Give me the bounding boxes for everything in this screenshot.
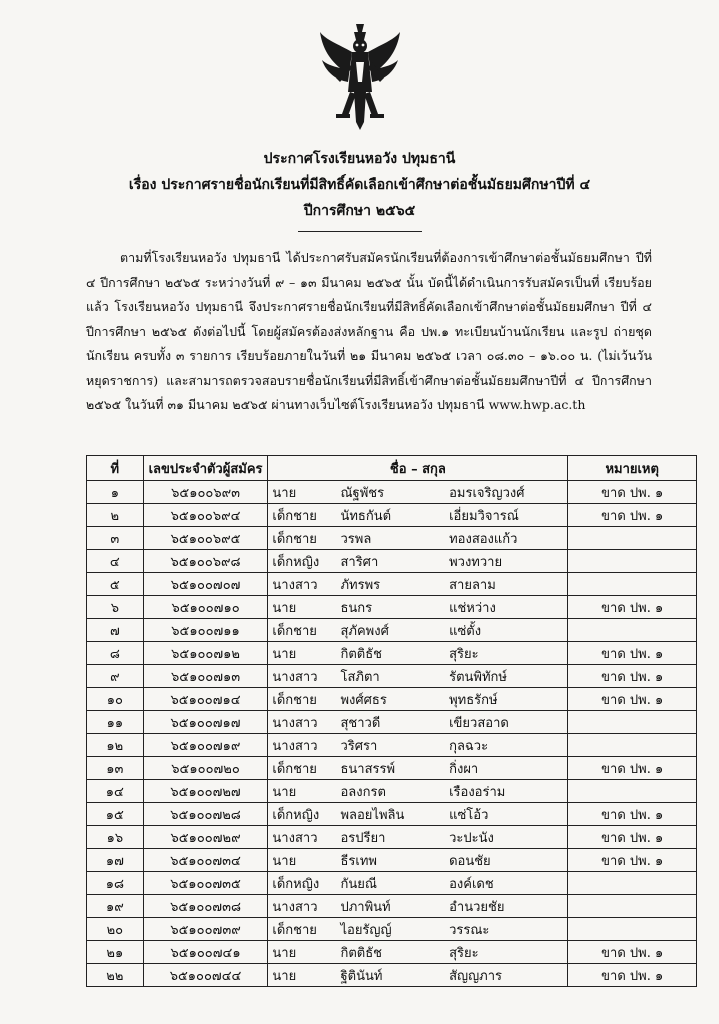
name-prefix: เด็กชาย [268,757,337,780]
last-name: อำนวยชัย [445,895,568,918]
applicant-id: ๖๕๑๐๐๗๑๙ [143,734,268,757]
table-header-row [87,456,697,481]
table-row [87,573,697,596]
table-row [87,527,697,550]
first-name: ธีรเทพ [336,849,445,872]
body-line: (ไม่เว้นวันหยุดราชการ) และสามารถตรวจสอบรายชื่อนักเรียนที่มีสิทธิ์เข้าศึกษาต่อชั้นมัธยมศึกษาปีที่ ๔ [86,348,652,388]
applicant-id: ๖๕๑๐๐๗๑๔ [143,688,268,711]
note [568,780,697,803]
applicant-id: ๖๕๑๐๐๖๙๔ [143,504,268,527]
note: ขาด ปพ. ๑ [568,596,697,619]
note [568,872,697,895]
note: ขาด ปพ. ๑ [568,849,697,872]
row-number: ๙ [87,665,144,688]
table-row [87,688,697,711]
note [568,550,697,573]
applicant-id: ๖๕๑๐๐๗๒๘ [143,803,268,826]
table-row [87,872,697,895]
note [568,573,697,596]
last-name: เรืองอร่าม [445,780,568,803]
row-number: ๘ [87,642,144,665]
academic-year: ปีการศึกษา ๒๕๖๕ [303,203,416,219]
announcement-body [86,246,652,418]
table-row [87,803,697,826]
first-name: อรปรียา [336,826,445,849]
note: ขาด ปพ. ๑ [568,803,697,826]
applicant-id: ๖๕๑๐๐๗๓๘ [143,895,268,918]
first-name: อลงกรต [336,780,445,803]
note: ขาด ปพ. ๑ [568,665,697,688]
first-name: ไอยรัญญ์ [336,918,445,941]
note: ขาด ปพ. ๑ [568,642,697,665]
last-name: กุลฉวะ [445,734,568,757]
body-line: ตามที่โรงเรียนหอวัง ปทุมธานี ได้ประกาศรับสมัครนักเรียนที่ต้องการเข้าศึกษาต่อชั้นมัธยมศึกษา [120,250,630,265]
first-name: สาริศา [336,550,445,573]
name-prefix: เด็กหญิง [268,872,337,895]
applicant-id: ๖๕๑๐๐๗๐๗ [143,573,268,596]
first-name: ภัทรพร [336,573,445,596]
table-row [87,918,697,941]
last-name: พวงทวาย [445,550,568,573]
note [568,734,697,757]
note: ขาด ปพ. ๑ [568,757,697,780]
first-name: ธนาสรรพ์ [336,757,445,780]
row-number: ๒๐ [87,918,144,941]
applicant-id: ๖๕๑๐๐๗๑๐ [143,596,268,619]
last-name: สุริยะ [445,941,568,964]
header-no: ที่ [87,456,144,481]
last-name: สุริยะ [445,642,568,665]
row-number: ๒ [87,504,144,527]
first-name: วรพล [336,527,445,550]
garuda-emblem-icon [318,22,402,132]
last-name: รัตนพิทักษ์ [445,665,568,688]
row-number: ๑๕ [87,803,144,826]
last-name: ดอนชัย [445,849,568,872]
first-name: วริศรา [336,734,445,757]
last-name: แช่หว่าง [445,596,568,619]
last-name: สายลาม [445,573,568,596]
note [568,527,697,550]
table-row [87,550,697,573]
body-line: เรียบร้อยแล้ว โรงเรียนหอวัง ปทุมธานี จึงประกาศรายชื่อนักเรียนที่มีสิทธิ์คัดเลือกเข้าศึกษาต่อชั้นมัธยมศึกษา [86,274,652,314]
first-name: ฐิตินันท์ [336,964,445,987]
name-prefix: นาย [268,941,337,964]
name-prefix: เด็กชาย [268,688,337,711]
table-row [87,642,697,665]
row-number: ๑๒ [87,734,144,757]
name-prefix: นาย [268,596,337,619]
first-name: ปภาพินท์ [336,895,445,918]
applicant-id: ๖๕๑๐๐๗๓๔ [143,849,268,872]
row-number: ๒๑ [87,941,144,964]
table-row [87,481,697,504]
header-note: หมายเหตุ [568,456,697,481]
last-name: สัญญภาร [445,964,568,987]
row-number: ๑๖ [87,826,144,849]
table-row [87,619,697,642]
name-prefix: นางสาว [268,573,337,596]
row-number: ๑๓ [87,757,144,780]
note [568,619,697,642]
name-prefix: นาย [268,964,337,987]
first-name: พลอยไพลิน [336,803,445,826]
student-list-table [86,455,697,987]
note: ขาด ปพ. ๑ [568,941,697,964]
table-row [87,734,697,757]
announcement-title: ประกาศโรงเรียนหอวัง ปทุมธานี [263,151,456,167]
applicant-id: ๖๕๑๐๐๖๙๘ [143,550,268,573]
applicant-id: ๖๕๑๐๐๖๙๓ [143,481,268,504]
row-number: ๗ [87,619,144,642]
table-row [87,780,697,803]
table-row [87,596,697,619]
name-prefix: นางสาว [268,826,337,849]
applicant-id: ๖๕๑๐๐๗๔๔ [143,964,268,987]
row-number: ๒๒ [87,964,144,987]
row-number: ๔ [87,550,144,573]
last-name: เอี่ยมวิจารณ์ [445,504,568,527]
row-number: ๖ [87,596,144,619]
note: ขาด ปพ. ๑ [568,826,697,849]
first-name: โสภิตา [336,665,445,688]
header-name: ชื่อ – สกุล [268,456,568,481]
table-row [87,665,697,688]
table-row [87,757,697,780]
first-name: สุชาวดี [336,711,445,734]
last-name: แซ่ตั้ง [445,619,568,642]
name-prefix: นาย [268,642,337,665]
row-number: ๕ [87,573,144,596]
last-name: กิ่งผา [445,757,568,780]
note: ขาด ปพ. ๑ [568,481,697,504]
name-prefix: เด็กหญิง [268,803,337,826]
table-row [87,964,697,987]
note: ขาด ปพ. ๑ [568,688,697,711]
table-row [87,849,697,872]
title-divider [298,231,422,232]
table-row [87,895,697,918]
first-name: นัทธกันต์ [336,504,445,527]
row-number: ๑๘ [87,872,144,895]
row-number: ๑๐ [87,688,144,711]
applicant-id: ๖๕๑๐๐๗๓๕ [143,872,268,895]
row-number: ๑๑ [87,711,144,734]
applicant-id: ๖๕๑๐๐๗๔๑ [143,941,268,964]
name-prefix: เด็กชาย [268,504,337,527]
applicant-id: ๖๕๑๐๐๗๒๗ [143,780,268,803]
table-row [87,504,697,527]
applicant-id: ๖๕๑๐๐๗๑๒ [143,642,268,665]
body-line: ปีที่ ๔ ปีการศึกษา ๒๕๖๕ ระหว่างวันที่ ๙ – ๑๓ มีนาคม ๒๕๖๕ นั้น บัดนี้ได้ดำเนินการรับสมัครเป็นที่ [86,250,652,290]
name-prefix: เด็กชาย [268,527,337,550]
table-row [87,711,697,734]
first-name: กันยณี [336,872,445,895]
last-name: วรรณะ [445,918,568,941]
note: ขาด ปพ. ๑ [568,964,697,987]
last-name: เขียวสอาด [445,711,568,734]
first-name: ณัฐพัชร [336,481,445,504]
table-row [87,941,697,964]
row-number: ๑๙ [87,895,144,918]
applicant-id: ๖๕๑๐๐๗๑๓ [143,665,268,688]
last-name: องค์เดช [445,872,568,895]
announcement-subject: เรื่อง ประกาศรายชื่อนักเรียนที่มีสิทธิ์คัดเลือกเข้าศึกษาต่อชั้นมัธยมศึกษาปีที่ ๔ [128,177,591,193]
name-prefix: นางสาว [268,711,337,734]
applicant-id: ๖๕๑๐๐๖๙๕ [143,527,268,550]
name-prefix: นาย [268,849,337,872]
body-line: ปีการศึกษา ๒๕๖๕ ในวันที่ ๓๑ มีนาคม ๒๕๖๕ ผ่านทางเว็บไซต์โรงเรียนหอวัง ปทุมธานี www.hwp.ac.th [86,372,652,412]
row-number: ๑๔ [87,780,144,803]
first-name: ธนกร [336,596,445,619]
applicant-id: ๖๕๑๐๐๗๑๗ [143,711,268,734]
note: ขาด ปพ. ๑ [568,504,697,527]
applicant-id: ๖๕๑๐๐๗๑๑ [143,619,268,642]
note [568,895,697,918]
note [568,918,697,941]
first-name: สุภัคพงศ์ [336,619,445,642]
name-prefix: เด็กหญิง [268,550,337,573]
row-number: ๑๗ [87,849,144,872]
name-prefix: นางสาว [268,665,337,688]
applicant-id: ๖๕๑๐๐๗๓๙ [143,918,268,941]
first-name: กิตติธัช [336,941,445,964]
name-prefix: นางสาว [268,895,337,918]
first-name: พงศ์ศธร [336,688,445,711]
table-row [87,826,697,849]
name-prefix: นางสาว [268,734,337,757]
body-line: ถ่ายชุดนักเรียน ครบทั้ง ๓ รายการ เรียบร้อยภายในวันที่ ๒๑ มีนาคม ๒๕๖๕ เวลา ๐๘.๓๐ – ๑๖.๐๐ น. [86,323,652,363]
applicant-id: ๖๕๑๐๐๗๒๙ [143,826,268,849]
name-prefix: นาย [268,780,337,803]
last-name: วะปะนัง [445,826,568,849]
name-prefix: เด็กชาย [268,619,337,642]
last-name: อมรเจริญวงศ์ [445,481,568,504]
row-number: ๓ [87,527,144,550]
first-name: กิตติธัช [336,642,445,665]
applicant-id: ๖๕๑๐๐๗๒๐ [143,757,268,780]
last-name: แซ่โอ้ว [445,803,568,826]
header-applicant-id: เลขประจำตัวผู้สมัคร [143,456,268,481]
last-name: พุทธรักษ์ [445,688,568,711]
name-prefix: เด็กชาย [268,918,337,941]
row-number: ๑ [87,481,144,504]
last-name: ทองสองแก้ว [445,527,568,550]
body-line: ปีที่ ๔ ปีการศึกษา ๒๕๖๕ ดังต่อไปนี้ โดยผู้สมัครต้องส่งหลักฐาน คือ ปพ.๑ ทะเบียนบ้านนักเรียน และรูป [86,299,652,339]
note [568,711,697,734]
name-prefix: นาย [268,481,337,504]
